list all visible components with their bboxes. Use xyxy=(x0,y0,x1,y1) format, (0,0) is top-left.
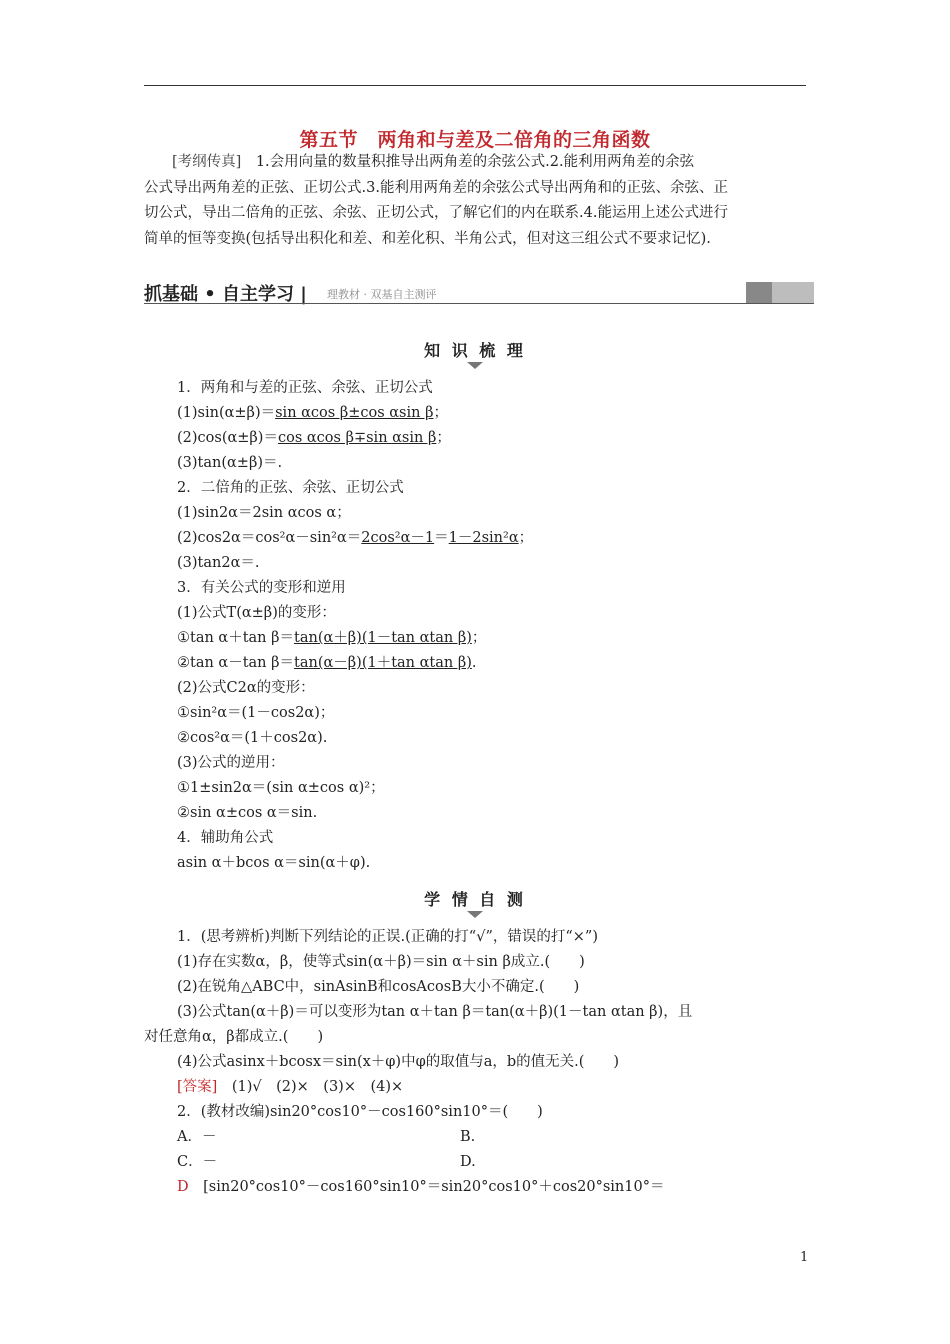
answer-tag: [答案] xyxy=(177,1079,218,1095)
answer-line: [答案] (1)√ (2)× (3)× (4)× xyxy=(177,1079,404,1095)
knowledge-line: ①sin²α＝(1－cos2α)； xyxy=(177,705,335,721)
question-1c-cont: 对任意角α，β都成立.( ) xyxy=(144,1029,324,1045)
banner-subtitle: 理教材 · 双基自主测评 xyxy=(327,288,437,301)
knowledge-line: ①tan α＋tan β＝tan(α＋β)(1－tan αtan β)； xyxy=(177,630,487,646)
question-1c: (3)公式tan(α＋β)＝可以变形为tan α＋tan β＝tan(α＋β)(1－tan αtan β)，且 xyxy=(177,1004,693,1020)
knowledge-line: (1)sin(α±β)＝sin αcos β±cos αsin β； xyxy=(177,405,448,421)
knowledge-line: ②tan α－tan β＝tan(α－β)(1＋tan αtan β). xyxy=(177,655,477,671)
knowledge-line: 4．辅助角公式 xyxy=(177,830,274,846)
knowledge-line: 2．二倍角的正弦、余弦、正切公式 xyxy=(177,480,404,496)
question-2: 2．(教材改编)sin20°cos10°－cos160°sin10°＝( ) xyxy=(177,1104,543,1120)
syllabus-intro: [考纲传真] 1.会用向量的数量积推导出两角差的余弦公式.2.能利用两角差的余弦 公式导出两角差的正弦、正切公式.3.能利用两角差的余弦公式导出两角和的正弦、余弦、正 切公式，导出二倍角的正弦、余弦、正切公式，了解它们的内在联系.4.能运用上述公式进行 简单的恒等变换(包括导出积化和差、和差化积、半角公式，但对这三组公式不要求记忆). xyxy=(144,154,728,247)
question-1d: (4)公式asinx＋bcosx＝sin(x＋φ)中φ的取值与a，b的值无关.( ) xyxy=(177,1054,620,1070)
knowledge-line: (1)sin2α＝2sin αcos α； xyxy=(177,505,351,521)
knowledge-line: asin α＋bcos α＝sin(α＋φ). xyxy=(177,855,371,871)
knowledge-line: (3)tan2α＝. xyxy=(177,555,260,571)
section-banner xyxy=(144,280,814,304)
question-1b: (2)在锐角△ABC中，sinAsinB和cosAcosB大小不确定.( ) xyxy=(177,979,580,995)
solution-line: D [sin20°cos10°－cos160°sin10°＝sin20°cos10°＋cos20°sin10°＝ xyxy=(177,1179,665,1195)
self-test-list xyxy=(144,925,817,1200)
knowledge-line: (3)tan(α±β)＝. xyxy=(177,455,283,471)
knowledge-line: ②cos²α＝(1＋cos2α). xyxy=(177,730,328,746)
syllabus-tag: [考纲传真] xyxy=(172,154,242,170)
page-title: 第五节 两角和与差及二倍角的三角函数 xyxy=(299,129,651,151)
options-cd: C．－ D. xyxy=(177,1154,476,1170)
knowledge-heading: 知 识 梳 理 xyxy=(0,338,950,369)
knowledge-list xyxy=(177,376,817,876)
knowledge-line: (3)公式的逆用： xyxy=(177,755,285,771)
triangle-icon xyxy=(467,911,483,918)
knowledge-line: (2)cos2α＝cos²α－sin²α＝2cos²α－1＝1－2sin²α； xyxy=(177,530,534,546)
knowledge-line: 3．有关公式的变形和逆用 xyxy=(177,580,346,596)
solution-tag: D xyxy=(177,1179,189,1195)
page-number: 1 xyxy=(800,1250,809,1265)
question-1a: (1)存在实数α，β，使等式sin(α＋β)＝sin α＋sin β成立.( ) xyxy=(177,954,585,970)
knowledge-line: 1．两角和与差的正弦、余弦、正切公式 xyxy=(177,380,433,396)
triangle-icon xyxy=(467,362,483,369)
knowledge-line: (2)cos(α±β)＝cos αcos β∓sin αsin β； xyxy=(177,430,451,446)
banner-title: 抓基础 • 自主学习 | xyxy=(144,284,307,305)
knowledge-line: (2)公式C2α的变形： xyxy=(177,680,315,696)
question-1: 1．(思考辨析)判断下列结论的正误.(正确的打“√”，错误的打“×”) xyxy=(177,929,599,945)
knowledge-line: (1)公式T(α±β)的变形： xyxy=(177,605,336,621)
knowledge-line: ①1±sin2α＝(sin α±cos α)²； xyxy=(177,780,385,796)
header-rule xyxy=(144,85,806,86)
knowledge-line: ②sin α±cos α＝sin. xyxy=(177,805,318,821)
self-test-heading: 学 情 自 测 xyxy=(0,887,950,918)
options-ab: A．－ B. xyxy=(177,1129,476,1145)
